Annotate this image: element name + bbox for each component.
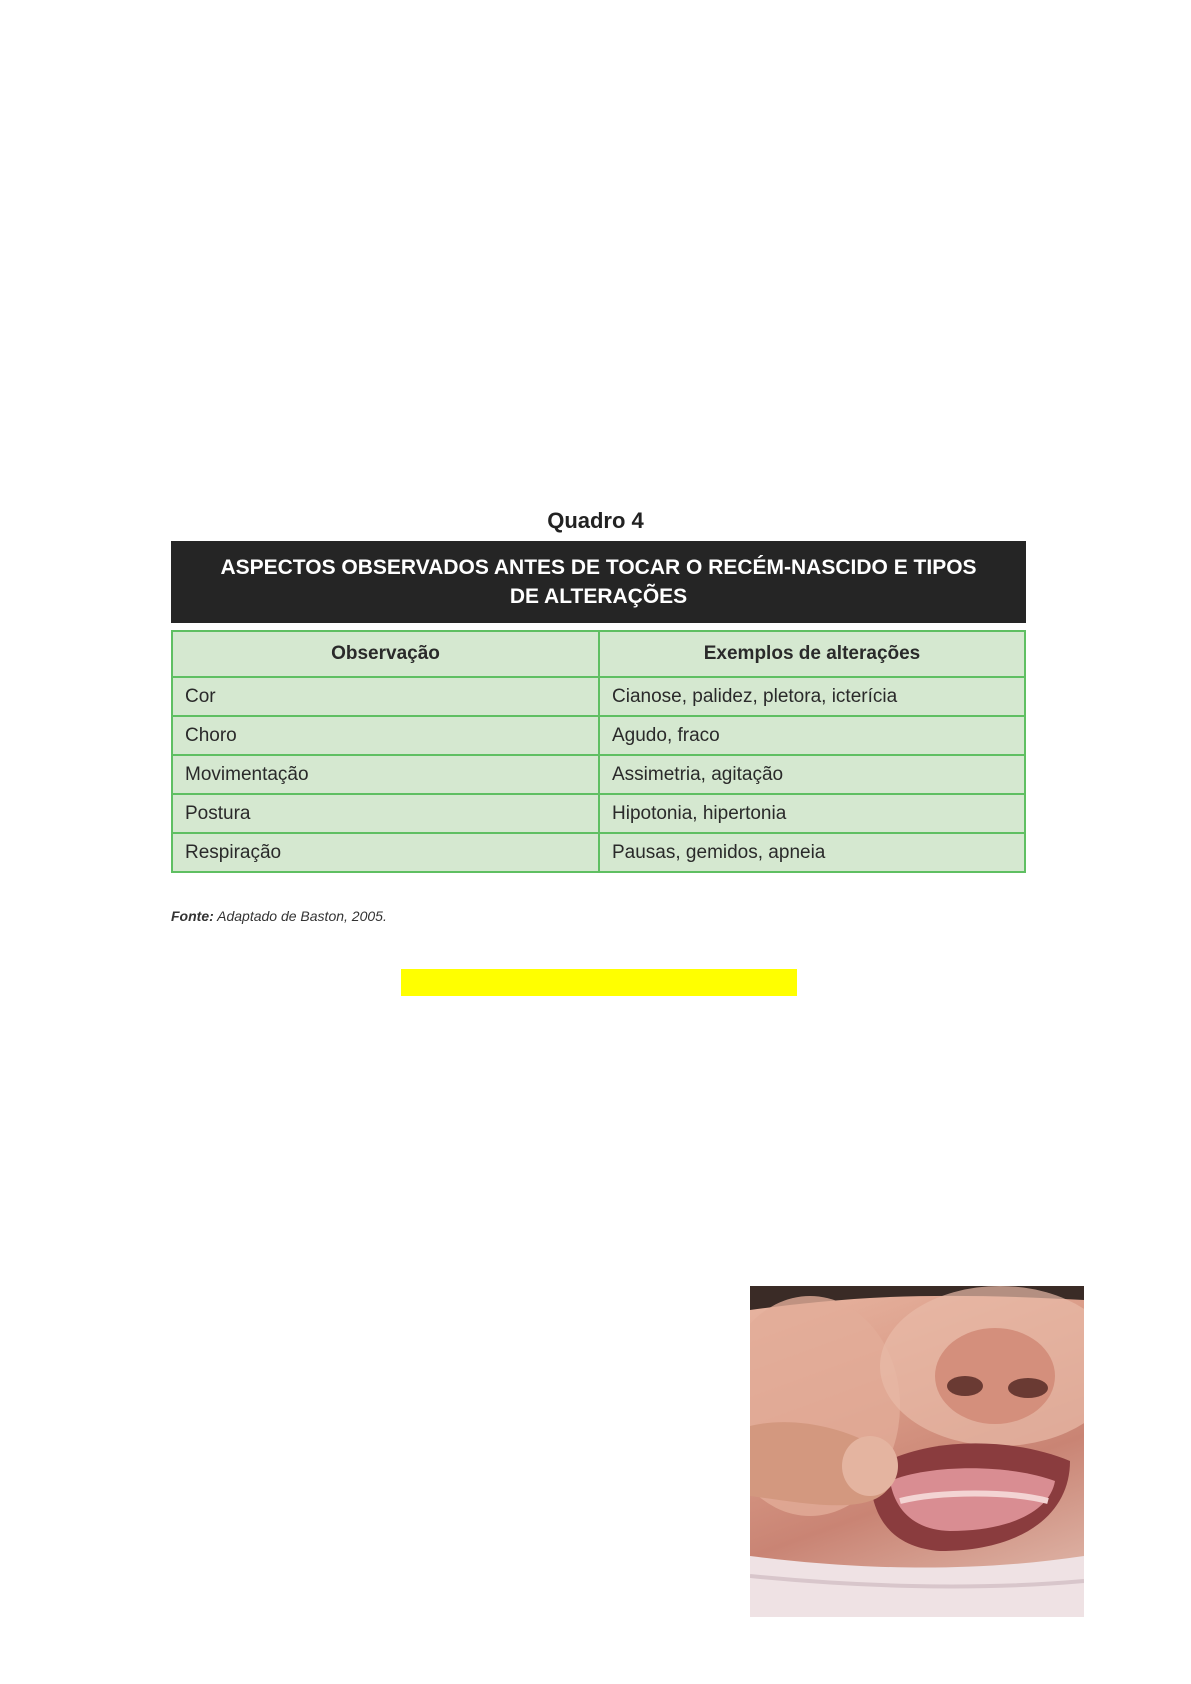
examples-cell: Agudo, fraco [599, 716, 1025, 755]
observation-cell: Postura [172, 794, 599, 833]
figure-caption: Quadro 4 [547, 508, 644, 533]
observation-cell: Movimentação [172, 755, 599, 794]
examples-cell: Assimetria, agitação [599, 755, 1025, 794]
examples-cell: Hipotonia, hipertonia [599, 794, 1025, 833]
observation-cell: Cor [172, 677, 599, 716]
column-header-observation: Observação [172, 631, 599, 677]
newborn-mouth-photo [750, 1286, 1084, 1617]
observation-cell: Choro [172, 716, 599, 755]
table-source [171, 908, 387, 924]
source-label: Fonte: [171, 908, 214, 924]
examples-cell: Cianose, palidez, pletora, icterícia [599, 677, 1025, 716]
examples-cell: Pausas, gemidos, apneia [599, 833, 1025, 872]
table-row [172, 677, 1025, 716]
table-row [172, 755, 1025, 794]
table-row [172, 794, 1025, 833]
highlighted-blank [401, 969, 797, 996]
table-title: ASPECTOS OBSERVADOS ANTES DE TOCAR O RECÉM-NASCIDO E TIPOS DE ALTERAÇÕES [171, 541, 1026, 623]
observation-cell: Respiração [172, 833, 599, 872]
table-header-row [172, 631, 1025, 677]
table-row [172, 833, 1025, 872]
observations-table [171, 630, 1026, 873]
column-header-examples: Exemplos de alterações [599, 631, 1025, 677]
table-row [172, 716, 1025, 755]
source-text: Adaptado de Baston, 2005. [217, 908, 387, 924]
